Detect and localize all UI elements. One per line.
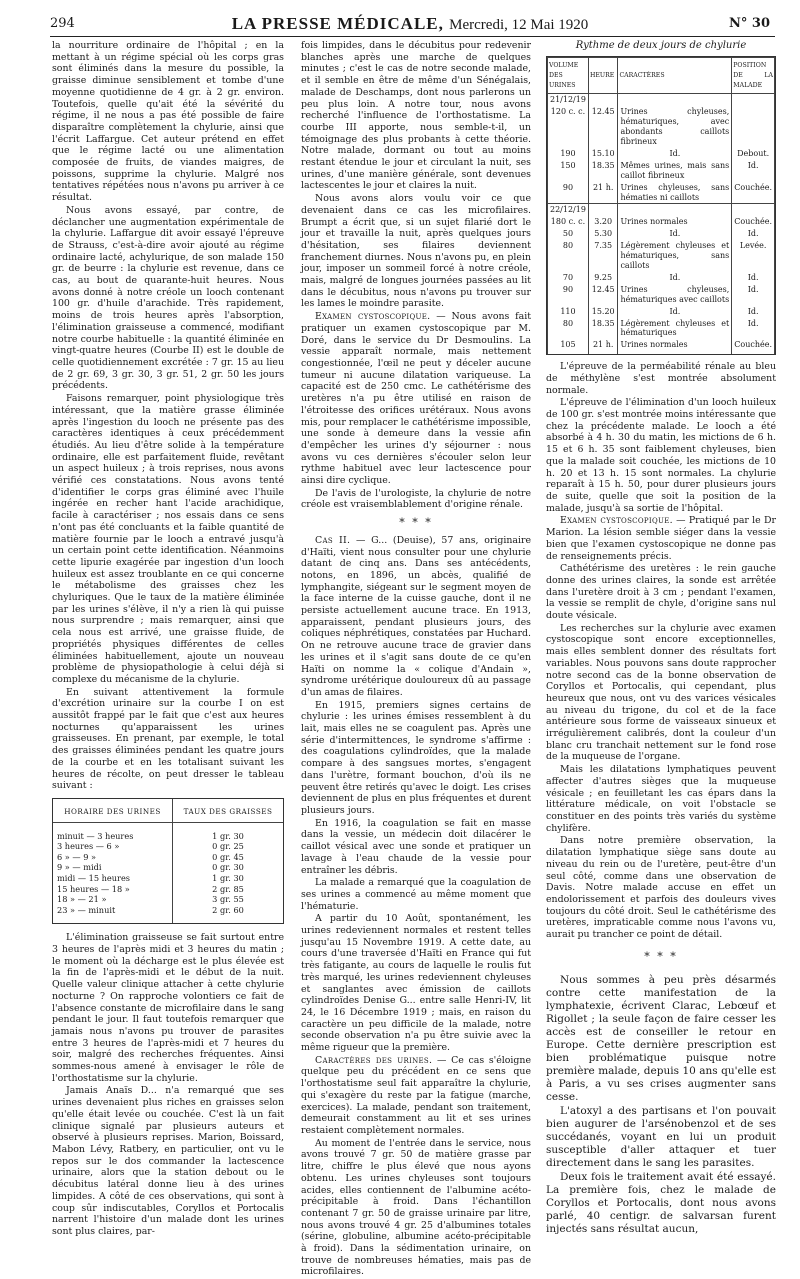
table-cell: 50 <box>548 228 589 240</box>
table-cell: Légèrement chyleuses et hématuriques, sans caillots <box>618 240 732 272</box>
paragraph: A partir du 10 Août, spontanément, les urines redeviennent normales et restent telles jusqu'au 15 Novembre 1919. A cette date, au cours d'une traversée d'Haïti en France qui fut très fatigante, au cours de laquelle le roulis fut très marqué, les urines redeviennent chyleuses et sanglantes avec émission de caillots cylindroïdes Denise G... entre salle Henri-IV, lit 24, le 16 Décembre 1919 ; mais, en raison du caractère un peu difficile de la malade, notre seconde observation n'a pu être suivie avec la même rigueur que la première. <box>301 913 531 1054</box>
paragraph: En suivant attentivement la formule d'excrétion urinaire sur la courbe I on est aussitôt frappé par le fait que c'est aux heures nocturnes qu'apparaissent les urines graisseuses. En prenant, par exemple, le total des graisses éliminées pendant les quatre jours de la courbe et en les totalisant suivant les heures de récolte, on peut dresser le tableau suivant : <box>52 686 284 792</box>
paragraph: Au moment de l'entrée dans le service, nous avons trouvé 7 gr. 50 de matière grasse par litre, chiffre le plus élevé que nous ayons obtenu. Les urines chyleuses sont toujours acides, elles contiennent de l'albumine acéto-précipitable à froid. Dans l'échantillon contenant 7 gr. 50 de graisse urinaire par litre, nous avons trouvé 4 gr. 25 d'albumines totales (sérine, globuline, albumine acéto-précipitable à froid). Dans la sédimentation urinaire, on trouve de nombreuses hématies, mais pas de microfilaires. <box>301 1137 531 1278</box>
table-cell: 90 <box>548 182 589 204</box>
table-row <box>548 318 775 340</box>
table-cell: 70 <box>548 272 589 284</box>
paragraph: Nous avons alors voulu voir ce que devenaient dans ce cas les microfilaires. Brumpt a écrit que, si un sujet filarié dort le jour et travaille la nuit, après quelques jours d'hésitation, ses filaires deviennent franchement diurnes. Nous n'avons pu, en plein jour, imposer un sommeil forcé à notre créole, mais, malgré de longues journées passées au lit dans le décubitus, nous n'avons pu trouver sur les lames le moindre parasite. <box>301 193 531 310</box>
table-cell: Id. <box>732 306 775 318</box>
table-row <box>53 862 283 873</box>
table-cell: 18.35 <box>588 160 618 182</box>
table-cell: 15.20 <box>588 306 618 318</box>
paragraph: Dans notre première observation, la dilatation lymphatique siège sans doute au niveau du rein ou de l'uretère, peut-être d'un seul côté, comme dans une observation de Davis. Notre malade accuse en effet un endolorissement et parfois des douleurs vives toujours du côté droit. Seul le cathétérisme des uretères, impraticable comme nous l'avons vu, aurait pu trancher ce point de détail. <box>546 835 776 941</box>
table-cell: Id. <box>732 318 775 340</box>
table-header: POSITION DE LA MALADE <box>732 57 775 94</box>
table-cell: 0 gr. 25 <box>212 841 244 852</box>
paragraph: En 1915, premiers signes certains de chylurie : les urines émises ressemblent à du lait, mais elles ne se coagulent pas. Après une série d'intermittences, le syndrome s'affirme : des coagulations cylindroïdes, que la malade compare à des sangsues mortes, s'engagent dans l'urètre, formant bouchon, d'où ils ne peuvent être retirés qu'avec le doigt. Les crises deviennent de plus en plus fréquentes et durent plusieurs jours. <box>301 699 531 816</box>
table-cell: 1 gr. 30 <box>212 872 244 883</box>
section-separator: * * * <box>399 516 433 530</box>
table-row <box>53 894 283 905</box>
table-cell: 80 <box>548 318 589 340</box>
column-1 <box>52 40 284 1239</box>
table-cell: Debout. <box>732 148 775 160</box>
table-header-hours: HORAIRE DES URINES <box>53 799 173 822</box>
paragraph <box>301 1055 531 1137</box>
table-cell: 21 h. <box>588 339 618 354</box>
table-cell: 23 » — minuit <box>53 905 173 924</box>
table-cell: 18.35 <box>588 318 618 340</box>
table-cell: midi — 15 heures <box>53 873 173 884</box>
paragraph: En 1916, la coagulation se fait en masse dans la vessie, un médecin doit dilacérer le caillot vésical avec une sonde et pratiquer un lavage à l'eau chaude de la vessie pour entraîner les débris. <box>301 817 531 876</box>
table-cell: Couchée. <box>732 182 775 204</box>
table-cell: Urines normales <box>618 216 732 228</box>
table-cell-date: 21/12/19 <box>548 94 589 106</box>
table-row <box>53 852 283 863</box>
table-cell: 3.20 <box>588 216 618 228</box>
table-cell: 21 h. <box>588 182 618 204</box>
table-row <box>53 905 283 924</box>
table-row <box>548 106 775 148</box>
table-cell: 6 » — 9 » <box>53 852 173 863</box>
table-row <box>548 339 775 354</box>
table-header-fat: TAUX DES GRAISSES <box>173 799 283 822</box>
table-cell: Id. <box>732 160 775 182</box>
table-row <box>548 284 775 306</box>
table-row <box>548 228 775 240</box>
table-cell: Mêmes urines, mais sans caillot fibrineux <box>618 160 732 182</box>
paragraph: Les recherches sur la chylurie avec examen cystoscopique sont encore exceptionnelles, mais elles semblent donner des résultats fort variables. Nous pouvons sans doute rapprocher notre second cas de la bonne observation de Coryllos et Portocalis, qui cependant, plus heureux que nous, ont vu des varices vésicales au niveau du trigone, du col et de la face antérieure sous forme de vaisseaux sinueux et irrégulièrement calibrés, dont la couleur d'un blanc cru tranchait nettement sur le fond rose de la muqueuse de l'organe. <box>546 622 776 763</box>
table-cell: Id. <box>732 284 775 306</box>
paragraph-text: — Ce cas s'éloigne quelque peu du précédent en ce sens que l'orthostatisme seul fait apparaître la chylurie, qui s'exagère du reste par la fatigue (marche, exercices). La malade, pendant son traitement, demeurait constamment au lit et ses urines restaient complètement normales. <box>301 1054 531 1136</box>
paragraph: Jamais Anaïs D... n'a remarqué que ses urines devenaient plus riches en graisses selon qu'elle était levée ou couchée. C'est là un fait clinique signalé par plusieurs auteurs et observé à plusieurs reprises. Marion, Boissard, Mabon Lévy, Ratbery, en particulier, ont vu le repos sur le dos commander la lactescence urinaire, alors que la station debout ou le décubitus latéral donne lieu à des urines limpides. A côté de ces observations, qui sont à coup sûr indiscutables, Coryllos et Portocalis narrent l'histoire d'un malade dont les urines sont plus claires, par- <box>52 1085 284 1237</box>
table-cell: 90 <box>548 284 589 306</box>
paragraph-text: — Pratiqué par le Dr Marion. La lésion semble siéger dans la vessie bien que l'examen cystoscopique ne donne pas de renseignements précis. <box>546 515 776 562</box>
page-header <box>50 14 770 36</box>
paragraph: Cathétérisme des uretères : le rein gauche donne des urines claires, la sonde est arrêtée dans l'uretère droit à 3 cm ; pendant l'examen, la vessie se remplit de chyle, d'origine sans nul doute vésicale. <box>546 563 776 622</box>
table-cell: Urines chyleuses, hématuriques avec caillots <box>618 284 732 306</box>
paragraph: Mais les dilatations lymphatiques peuvent affecter d'autres sièges que la muqueuse vésicale ; en feuilletant les cas épars dans la littérature médicale, on voit l'obstacle se constituer en des points très variés du système chylifère. <box>546 764 776 834</box>
section-label: Examen cystoscopique. <box>315 311 431 323</box>
fat-excretion-table <box>52 798 284 924</box>
paragraph: L'épreuve de l'élimination d'un looch huileux de 100 gr. s'est montrée moins intéressante que chez la précédente malade. Le looch a été absorbé à 4 h. 30 du matin, les mictions de 6 h. 15 et 6 h. 35 sont faiblement chyleuses, bien que la malade soit couchée, les mictions de 10 h. 20 et 13 h. 15 sont normales. La chylurie reparaît à 15 h. 50, pour durer plusieurs jours de suite, quelle que soit la position de la malade, jusqu'à sa sortie de l'hôpital. <box>546 397 776 514</box>
table-row <box>548 306 775 318</box>
table-cell <box>732 106 775 148</box>
table-cell: 1 gr. 30 <box>212 830 244 841</box>
treatment-section <box>546 974 776 1236</box>
table-cell: 3 gr. 55 <box>212 894 244 905</box>
table-row <box>548 204 775 216</box>
table-cell: 150 <box>548 160 589 182</box>
paragraph: Nous avons essayé, par contre, de déclancher une augmentation expérimentale de la chylurie. Laffargue dit avoir essayé l'épreuve de Strauss, c'est-à-dire avoir ajouté au régime ordinaire lacté, achylurique, de son malade 150 gr. de beurre : la chylurie est revenue, dans ce cas, au bout de quarante-huit heures. Nous avons donné à notre créole un looch contenant 100 gr. d'huile d'arachide. Très rapidement, moins de trois heures après l'absorption, l'élimination graisseuse a commencé, modifiant notre courbe habituelle : la quantité éliminée en vingt-quatre heures (Courbe II) est le double de celle quotidiennement excrétée : 7 gr. 15 au lieu de 2 gr. 69, 3 gr. 30, 3 gr. 51, 2 gr. 50 les jours précédents. <box>52 204 284 392</box>
table-header: VOLUME DES URINES <box>548 57 589 94</box>
table-cell: 2 gr. 60 <box>212 904 244 915</box>
table-row <box>548 272 775 284</box>
table-cell: minuit — 3 heures <box>53 822 173 841</box>
paragraph: Faisons remarquer, point physiologique très intéressant, que la matière grasse éliminée après l'ingestion du looch ne présente pas des caractères identiques à ceux précédemment étudiés. Au lieu d'être solide à la température ordinaire, elle est parfaitement fluide, revêtant un aspect huileux ; à trois reprises, nous avons vérifié ces constatations. Nous avons tenté d'identifier le corps gras éliminé avec l'huile ingérée en recher hant l'acide arachidique, facile à caractériser ; nos essais dans ce sens n'ont pas été concluants et la faible quantité de matière fournie par le looch a entravé jusqu'à un certain point cette identification. Néanmoins cette lipurie exagérée par ingestion d'un looch huileux est assez troublante en ce qui concerne le métabolisme des graisses chez les chyluriques. Que le taux de la matière éliminée par les urines s'élève, il n'y a rien là qui puisse nous surprendre ; mais remarquer, ainsi que cela nous est arrivé, une graisse fluide, de propriétés physiques différentes de celles éliminées habituellement, ajoute un nouveau problème de physiopathologie à celui déjà si complexe du mécanisme de la chylurie. <box>52 393 284 685</box>
table-cell: Id. <box>732 228 775 240</box>
header-rule <box>50 36 775 37</box>
table-cell: 120 c. c. <box>548 106 589 148</box>
paragraph: L'élimination graisseuse se fait surtout entre 3 heures de l'après midi et 3 heures du matin ; le moment où la décharge est le plus élevée est la fin de l'après-midi et le début de la nuit. Quelle valeur clinique attacher à cette chylurie nocturne ? On rapproche volontiers ce fait de l'absence constante de microfilaire dans le sang pendant le jour. Il faut toutefois remarquer que jamais nous n'avons pu trouver de parasites entre 3 heures de l'après-midi et 7 heures du soir, malgré des recherches fréquentes. Ainsi sommes-nous amené à envisager le rôle de l'orthostatisme sur la chylurie. <box>52 932 284 1084</box>
paragraph: L'épreuve de la perméabilité rénale au bleu de méthylène s'est montrée absolument normale. <box>546 361 776 396</box>
table-cell: Id. <box>732 272 775 284</box>
table-cell: 18 » — 21 » <box>53 894 173 905</box>
table-cell: Couchée. <box>732 339 775 354</box>
table-cell: Couchée. <box>732 216 775 228</box>
chyluria-rhythm-table <box>546 56 776 356</box>
table-cell: Id. <box>618 228 732 240</box>
table-cell: 7.35 <box>588 240 618 272</box>
table-row <box>53 822 283 841</box>
paragraph: Deux fois le traitement avait été essayé. La première fois, chez le malade de Coryllos et Portocalis, dont nous avons parlé, 40 centigr. de salvarsan furent injectés sans résultat aucun, <box>546 1171 776 1236</box>
table-row <box>53 841 283 852</box>
table-row <box>53 884 283 895</box>
table-cell: 105 <box>548 339 589 354</box>
paragraph-text: — Nous avons fait pratiquer un examen cystoscopique par M. Doré, dans le service du Dr Desmoulins. La vessie apparaît normale, mais nettement congestionnée, l'œil ne peut y déceler aucune tumeur ni aucune dilatation variqueuse. La capacité est de 250 cmc. Le cathétérisme des uretères n'a pu être utilisé en raison de l'étroitesse des orifices urétéraux. Nous avons mis, pour remplacer le cathétérisme impossible, une sonde à demeure dans la vessie afin d'empêcher les urines d'y séjourner : nous avons vu ces dernières s'écouler selon leur rythme habituel avec leur lactescence pour ainsi dire cyclique. <box>301 311 531 487</box>
table-cell: 12.45 <box>588 106 618 148</box>
column-3 <box>546 40 776 1237</box>
paragraph <box>301 535 531 699</box>
table-row <box>548 240 775 272</box>
paragraph: la nourriture ordinaire de l'hôpital ; en la mettant à un régime spécial où les corps gras sont éliminés dans la mesure du possible, la graisse diminue sensiblement et tombe d'une moyenne quotidienne de 4 gr. à 2 gr. environ. Toutefois, quelle qu'ait été la sévérité du régime, il ne nous a pas été possible de faire disparaître complètement la chylurie, ainsi que l'écrit Laffargue. Cet auteur prétend en effet que le régime lacté ou une alimentation composée de fruits, de viandes maigres, de poissons, supprime la chylurie. Malgré nos tentatives répétées nous n'avons pu arriver à ce résultat. <box>52 40 284 204</box>
table-row <box>548 148 775 160</box>
table-cell: Id. <box>618 148 732 160</box>
table-cell: Id. <box>618 272 732 284</box>
paragraph: L'atoxyl a des partisans et l'on pouvait bien augurer de l'arsénobenzol et de ses succédanés, voyant en lui un produit susceptible d'aller attaquer et tuer directement dans le sang les parasites. <box>546 1105 776 1170</box>
paragraph <box>301 311 531 487</box>
issue-date: Mercredi, 12 Mai 1920 <box>449 17 589 33</box>
table-row <box>548 94 775 106</box>
column-2 <box>301 40 531 1279</box>
paragraph-text: — G... (Deuise), 57 ans, originaire d'Haïti, vient nous consulter pour une chylurie datant de cinq ans. Dans ses antécédents, notons, en 1896, un abcès, qualifié de lymphangite, siégeant sur le segment moyen de la face interne de la cuisse gauche, dont il ne persiste actuellement aucune trace. En 1913, apparaissent, pendant plusieurs jours, des coliques néphrétiques, constatées par Huchard. On ne retrouve aucune trace de gravier dans les urines et il s'agit sans doute de ce qu'en Haïti on nomme la « colique d'Andain », syndrome urétérique douloureux dû au passage d'un amas de filaires. <box>301 534 531 698</box>
table-cell: Urines chyleuses, sans hématies ni caillots <box>618 182 732 204</box>
table-cell: Légèrement chyleuses et hématuriques <box>618 318 732 340</box>
table-cell: 9.25 <box>588 272 618 284</box>
table-row <box>548 182 775 204</box>
table-cell: 12.45 <box>588 284 618 306</box>
table-cell: Id. <box>618 306 732 318</box>
table-row <box>548 216 775 228</box>
table-cell: 190 <box>548 148 589 160</box>
section-separator: * * * <box>644 949 678 963</box>
paragraph: La malade a remarqué que la coagulation de ses urines a commencé au même moment que l'hématurie. <box>301 877 531 912</box>
table-cell-date: 22/12/19 <box>548 204 589 216</box>
table-header: HEURE <box>588 57 618 94</box>
table-cell: 80 <box>548 240 589 272</box>
journal-name: LA PRESSE MÉDICALE, <box>231 14 444 33</box>
table-cell: 9 » — midi <box>53 862 173 873</box>
paragraph: De l'avis de l'urologiste, la chylurie de notre créole est vraisemblablement d'origine rénale. <box>301 487 531 511</box>
journal-title <box>50 14 770 34</box>
paragraph: Nous sommes à peu près désarmés contre cette manifestation de la lymphatexie, écrivent Clarac, Lebœuf et Rigollet ; la seule façon de faire cesser les accès est de conseiller le retour en Europe. Cette dernière prescription est bien problématique puisque notre première malade, depuis 10 ans qu'elle est à Paris, a vu ses crises augmenter sans cesse. <box>546 974 776 1104</box>
table-row <box>53 873 283 884</box>
paragraph <box>546 515 776 562</box>
table-caption: Rythme de deux jours de chylurie <box>575 40 747 51</box>
table-cell: 3 heures — 6 » <box>53 841 173 852</box>
table-cell: Urines normales <box>618 339 732 354</box>
case-label: Cas II. <box>315 534 351 546</box>
table-cell: 180 c. c. <box>548 216 589 228</box>
issue-number: N° 30 <box>729 16 770 31</box>
table-cell: 15 heures — 18 » <box>53 884 173 895</box>
table-cell: 110 <box>548 306 589 318</box>
table-cell: 0 gr. 45 <box>212 851 244 862</box>
table-cell: 0 gr. 30 <box>212 862 244 873</box>
section-label: Caractères des urines. <box>315 1054 433 1066</box>
paragraph: fois limpides, dans le décubitus pour redevenir blanches après une marche de quelques minutes ; c'est le cas de notre seconde malade, et il semble en être de même d'un Sénégalais, malade de Deschamps, dont nous parlerons un peu plus loin. A notre tour, nous avons recherché l'influence de l'orthostatisme. La courbe III apporte, nous semble-t-il, un témoignage des plus probants à cette théorie. Notre malade, dormant ou tout au moins restant étendue le jour et circulant la nuit, ses urines, d'une manière générale, sont devenues lactescentes le jour et claires la nuit. <box>301 40 531 192</box>
table-row <box>548 160 775 182</box>
table-cell: Urines chyleuses, hématuriques, avec abondants caillots fibrineux <box>618 106 732 148</box>
table-cell: Levée. <box>732 240 775 272</box>
section-label: Examen cystoscopique. <box>560 515 673 527</box>
table-cell: 2 gr. 85 <box>212 883 244 894</box>
table-header: CARACTÈRES <box>618 57 732 94</box>
table-cell: 15.10 <box>588 148 618 160</box>
page-number: 294 <box>50 16 75 31</box>
table-cell: 5.30 <box>588 228 618 240</box>
